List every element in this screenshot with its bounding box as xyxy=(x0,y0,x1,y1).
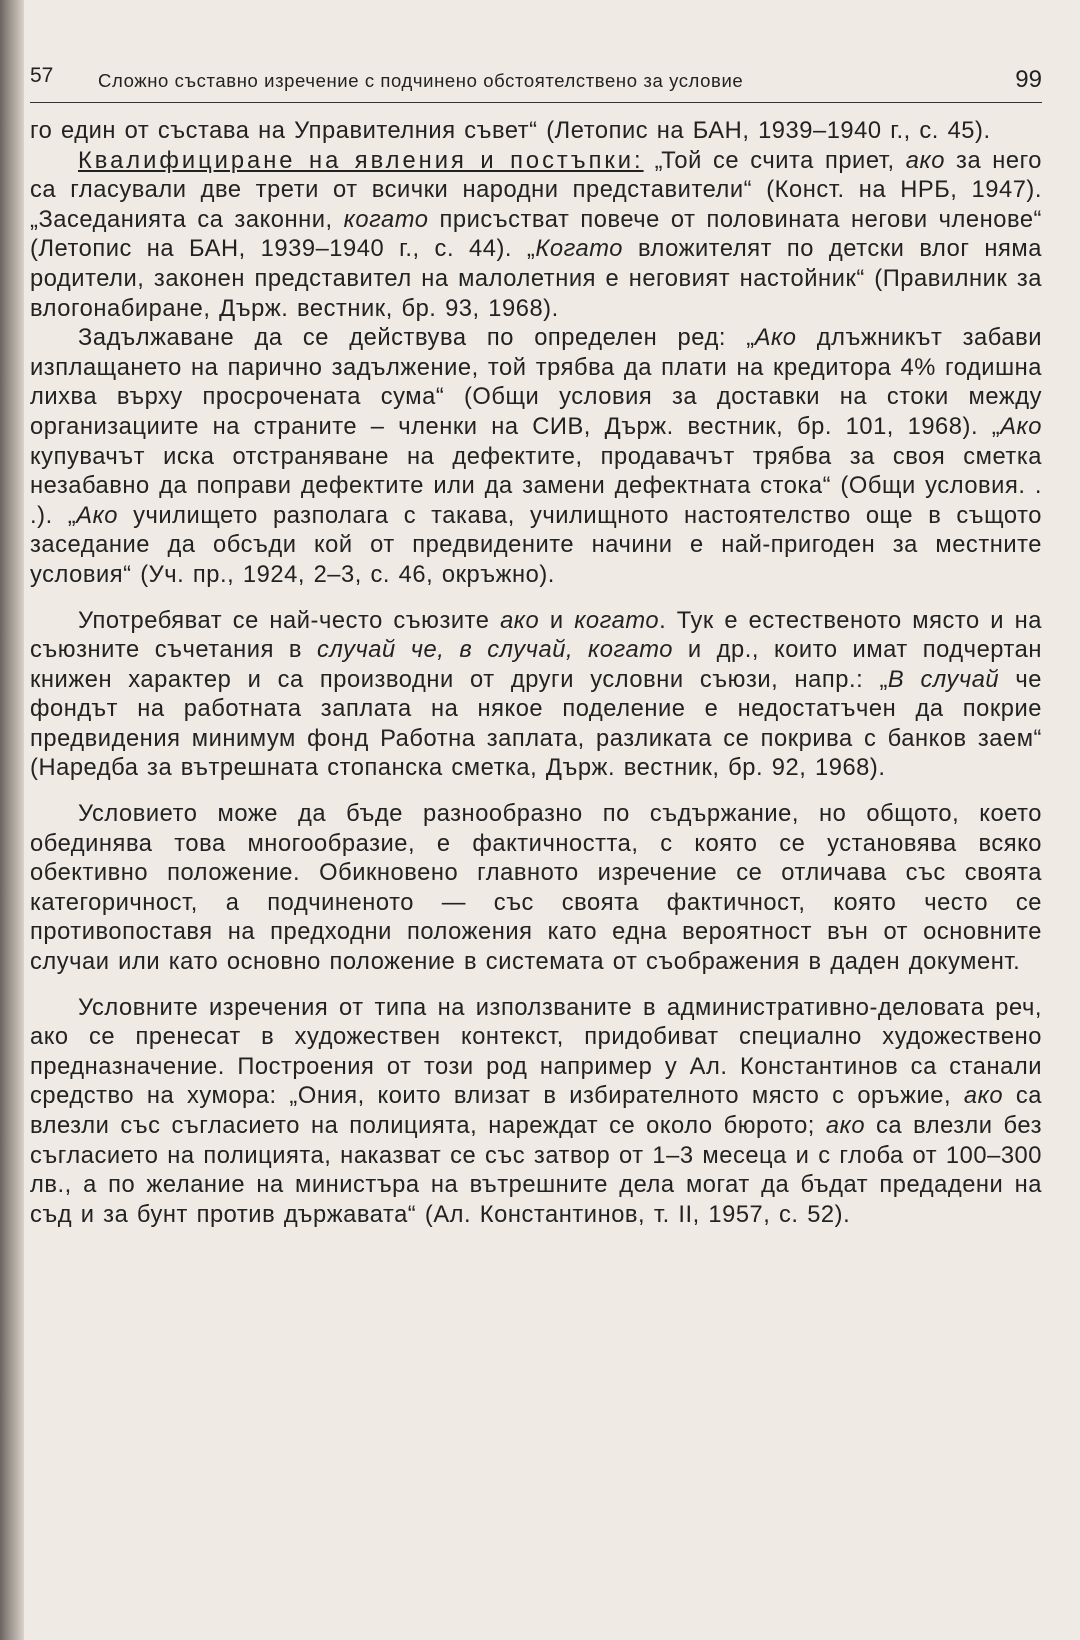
page-number: 99 xyxy=(1015,66,1042,93)
running-header xyxy=(30,52,1042,103)
italic-conjunction: Ако xyxy=(1000,413,1042,440)
spaced-term: Квалифициране на явления и постъпки: xyxy=(78,147,644,174)
italic-conjunction: когато xyxy=(574,607,660,634)
text-run: „Той се счита приет, xyxy=(643,147,906,174)
italic-conjunction: ако xyxy=(500,607,540,634)
italic-conjunction: Когато xyxy=(535,236,624,263)
italic-conjunction: ако xyxy=(963,1083,1004,1110)
text-run: вложителят по детски влог няма родители, законен представител на малолетния е неговият настойник“ (Правилник за влогонабиране, Държ. вестник, бр. 93, 1968). xyxy=(30,236,1042,322)
italic-conjunction: В случай xyxy=(887,666,1000,693)
text-run: Употребяват се най-често съюзите xyxy=(78,607,501,634)
text-run: Условните изречения от типа на използваните в административно-деловата реч, ако се пренесат в художествен контекст, придобиват специално художествено предназначение. Построения от този род например у Ал. Константинов са станали средство на хумора: „Ония, които влизат в избирателното място с оръжие, xyxy=(30,994,1042,1110)
paragraph-humor xyxy=(30,994,1042,1231)
italic-conjunction: Ако xyxy=(76,502,119,529)
section-number: 57 xyxy=(30,64,54,87)
text-run: длъжникът забави изплащането на парично задължение, той трябва да плати на кредитора 4% годишна лихва върху просрочената сума“ (Общи условия за доставки на стоки между организациите на страните – членки на СИВ, Държ. вестник, бр. 101, 1968). „ xyxy=(30,325,1042,440)
running-title: Сложно съставно изречение с подчинено обстоятелствено за условие xyxy=(98,70,744,91)
text-run: купувачът иска отстраняване на дефектите, продавачът трябва за своя сметка незабавно да поправи дефектите или да замени дефектната стока“ (Общи условия. . .). „ xyxy=(30,443,1042,529)
text-run: Условието може да бъде разнообразно по съдържание, но общото, което обединява това многообразие, е фактичността, с която се установява всяко обективно положение. Обикновено главното изречение се отличава със своята категоричност, а подчиненото — със своята фактичност, която често се противопоставя на предходни положения като една вероятност вън от основните случаи или като основно положение в системата от съображения в даден документ. xyxy=(30,801,1042,976)
book-spine-edge xyxy=(0,0,24,1640)
paragraph-qualification xyxy=(30,147,1042,325)
paragraph-conjunctions xyxy=(30,607,1042,785)
text-run: Задължаване да се действува по определен ред: „ xyxy=(78,325,755,352)
italic-conjunction: ако xyxy=(905,147,945,174)
text-run: училището разполага с такава, училищното настоятелство още в същото заседание да обсъди кой от предвидените начини е най-пригоден за местните условия“ (Уч. пр., 1924, 2–3, с. 46, окръжно). xyxy=(30,502,1042,588)
text-run: са влезли със съгласието на полицията, нареждат се около бюрото; xyxy=(30,1083,1042,1139)
paragraph-obligation xyxy=(30,324,1042,590)
italic-conjunction: ако xyxy=(825,1113,866,1139)
text-run: че фондът на работната заплата на някое поделение е недостатъчен да покрие предвидения минимум фонд Работна заплата, разликата се покрива с банков заем“ (Наредба за вътрешната стопанска сметка, Държ. вестник, бр. 92, 1968). xyxy=(30,666,1042,782)
text-run: са влезли без съгласието на полицията, наказват се със затвор от 1–3 месеца и с глоба от 100–300 лв., а по желание на министъра на вътрешните дела могат да бъдат предадени на съд и за бунт против държавата“ (Ал. Константинов, т. II, 1957, с. 52). xyxy=(30,1113,1042,1228)
text-run: и xyxy=(539,607,575,634)
text-run: за него са гласували две трети от всички народни представители“ (Конст. на НРБ, 1947). „Заседанията са законни, xyxy=(30,147,1042,233)
italic-conjunction: Ако xyxy=(754,325,797,352)
italic-conjunction: случай че, в случай, когато xyxy=(317,637,673,664)
paragraph-factuality xyxy=(30,800,1042,978)
body-text xyxy=(30,117,1042,1230)
text-run: го един от състава на Управителния съвет“ (Летопис на БАН, 1939–1940 г., с. 45). xyxy=(30,118,991,144)
text-run: и др., които имат подчертан книжен характер и са производни от други условни съюзи, напр.: „ xyxy=(30,637,1042,693)
italic-conjunction: когато xyxy=(343,206,429,233)
paragraph-continuation xyxy=(30,117,1042,147)
text-run: . Тук е естественото място и на съюзните съчетания в xyxy=(30,607,1042,664)
text-run: присъстват повече от половината негови членове“ (Летопис на БАН, 1939–1940 г., с. 44). „ xyxy=(30,206,1042,263)
book-page xyxy=(30,52,1042,1612)
